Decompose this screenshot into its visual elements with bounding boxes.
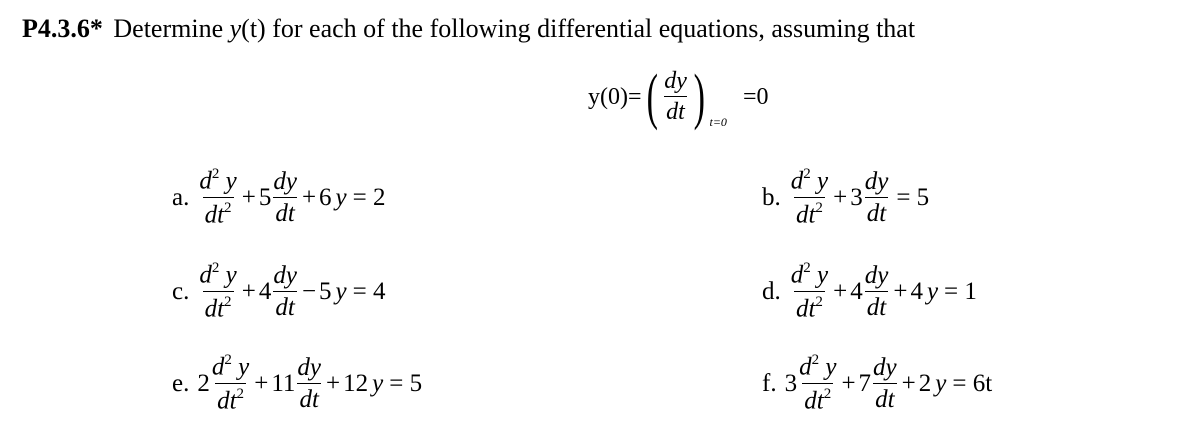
y-symbol: y <box>817 167 829 195</box>
rhs: = 1 <box>944 277 977 305</box>
first-derivative <box>271 262 299 322</box>
first-derivative <box>863 168 891 228</box>
first-deriv-coef: 3 <box>850 183 863 211</box>
equation-b <box>762 166 929 229</box>
d-symbol: d <box>790 261 804 289</box>
dt-symbol: dt <box>204 295 225 322</box>
dt-symbol: dt <box>297 383 320 414</box>
condition-rhs: =0 <box>742 83 769 110</box>
first-deriv-coef: 4 <box>258 277 272 305</box>
y-coef: 6 <box>319 183 332 211</box>
dt-symbol: dt <box>873 383 896 414</box>
second-derivative <box>210 352 251 415</box>
equation-a <box>172 166 386 229</box>
dy-symbol: dy <box>864 261 889 289</box>
initial-condition <box>588 63 769 131</box>
op1: + <box>841 369 856 397</box>
y-symbol: y <box>825 353 837 381</box>
y-symbol: y <box>817 261 829 289</box>
condition-den: dt <box>664 96 687 126</box>
exponent: 2 <box>211 166 220 182</box>
y-symbol: y <box>225 261 237 289</box>
right-paren: ) <box>693 63 705 131</box>
op1: + <box>833 183 848 211</box>
first-deriv-coef: 11 <box>271 369 296 397</box>
equation-e <box>172 352 422 415</box>
op2: + <box>893 277 908 305</box>
problem-statement <box>22 14 915 44</box>
condition-num: dy <box>664 68 687 94</box>
y-term: y <box>335 277 347 305</box>
first-deriv-coef: 7 <box>858 369 872 397</box>
d-symbol: d <box>799 353 812 381</box>
equation-label: d. <box>762 277 781 305</box>
second-derivative <box>789 166 830 229</box>
y-term: y <box>335 183 347 211</box>
d-symbol: d <box>790 167 804 195</box>
equation-label: a. <box>172 183 190 211</box>
exponent: 2 <box>803 166 811 182</box>
first-derivative <box>871 354 899 414</box>
dt-symbol: dt <box>865 291 888 322</box>
equation-d <box>762 260 977 323</box>
dt-symbol: dt <box>273 291 296 322</box>
rhs: = 2 <box>352 183 386 211</box>
condition-subscript: t=0 <box>709 115 727 129</box>
op2: + <box>901 369 916 397</box>
exponent: 2 <box>803 260 811 276</box>
exponent: 2 <box>815 293 823 310</box>
op2: + <box>301 183 317 211</box>
dt-symbol: dt <box>217 387 237 414</box>
second-derivative <box>789 260 830 323</box>
y-coef: 5 <box>319 277 332 305</box>
dy-symbol: dy <box>864 167 889 195</box>
exponent: 2 <box>236 385 245 402</box>
dt-symbol: dt <box>795 201 816 228</box>
first-derivative <box>295 354 323 414</box>
second-deriv-coef: 2 <box>197 369 210 397</box>
first-derivative <box>863 262 891 322</box>
equation-f <box>762 352 992 415</box>
first-deriv-coef: 5 <box>258 183 272 211</box>
problem-id: P4.3.6* <box>22 14 103 43</box>
dy-symbol: dy <box>273 167 297 195</box>
left-paren: ( <box>646 63 658 131</box>
exponent: 2 <box>224 199 232 216</box>
op1: + <box>254 369 269 397</box>
second-deriv-coef: 3 <box>784 369 798 397</box>
stem-func: y <box>229 14 242 43</box>
dt-symbol: dt <box>804 387 824 414</box>
exponent: 2 <box>823 385 832 402</box>
y-symbol: y <box>225 167 237 195</box>
stem-start: Determine <box>113 14 230 43</box>
dt-symbol: dt <box>865 197 888 228</box>
stem-end: for each of the following differential equations, assuming that <box>265 14 916 43</box>
dy-symbol: dy <box>297 353 322 381</box>
equation-label: c. <box>172 277 190 305</box>
dt-symbol: dt <box>204 201 225 228</box>
y-coef: 4 <box>910 277 923 305</box>
rhs: = 6t <box>952 369 993 397</box>
op1: + <box>833 277 848 305</box>
y-coef: 12 <box>343 369 369 397</box>
exponent: 2 <box>211 260 220 276</box>
dy-symbol: dy <box>273 261 297 289</box>
y-symbol: y <box>238 353 250 381</box>
rhs: = 4 <box>352 277 386 305</box>
second-derivative <box>197 260 238 323</box>
dy-symbol: dy <box>873 353 897 381</box>
y-term: y <box>372 369 384 397</box>
second-derivative <box>797 352 838 415</box>
dt-symbol: dt <box>795 295 816 322</box>
first-derivative <box>271 168 299 228</box>
condition-lhs: y(0)= <box>588 83 642 110</box>
d-symbol: d <box>199 261 212 289</box>
rhs: = 5 <box>389 369 423 397</box>
first-deriv-coef: 4 <box>850 277 863 305</box>
y-term: y <box>935 369 947 397</box>
op1: + <box>241 183 256 211</box>
condition-derivative <box>662 68 689 126</box>
d-symbol: d <box>211 353 225 381</box>
op2: + <box>326 369 341 397</box>
y-coef: 2 <box>918 369 932 397</box>
d-symbol: d <box>199 167 212 195</box>
exponent: 2 <box>224 293 232 310</box>
rhs: = 5 <box>896 183 930 211</box>
op1: + <box>241 277 256 305</box>
second-derivative <box>197 166 238 229</box>
dt-symbol: dt <box>273 197 296 228</box>
exponent: 2 <box>811 352 820 368</box>
exponent: 2 <box>224 352 232 368</box>
stem-arg: (t) <box>241 14 266 43</box>
equation-c <box>172 260 386 323</box>
equation-label: f. <box>762 369 777 397</box>
equation-label: b. <box>762 183 781 211</box>
op2: − <box>301 277 317 305</box>
exponent: 2 <box>815 199 823 216</box>
y-term: y <box>926 277 939 305</box>
equation-label: e. <box>172 369 190 397</box>
